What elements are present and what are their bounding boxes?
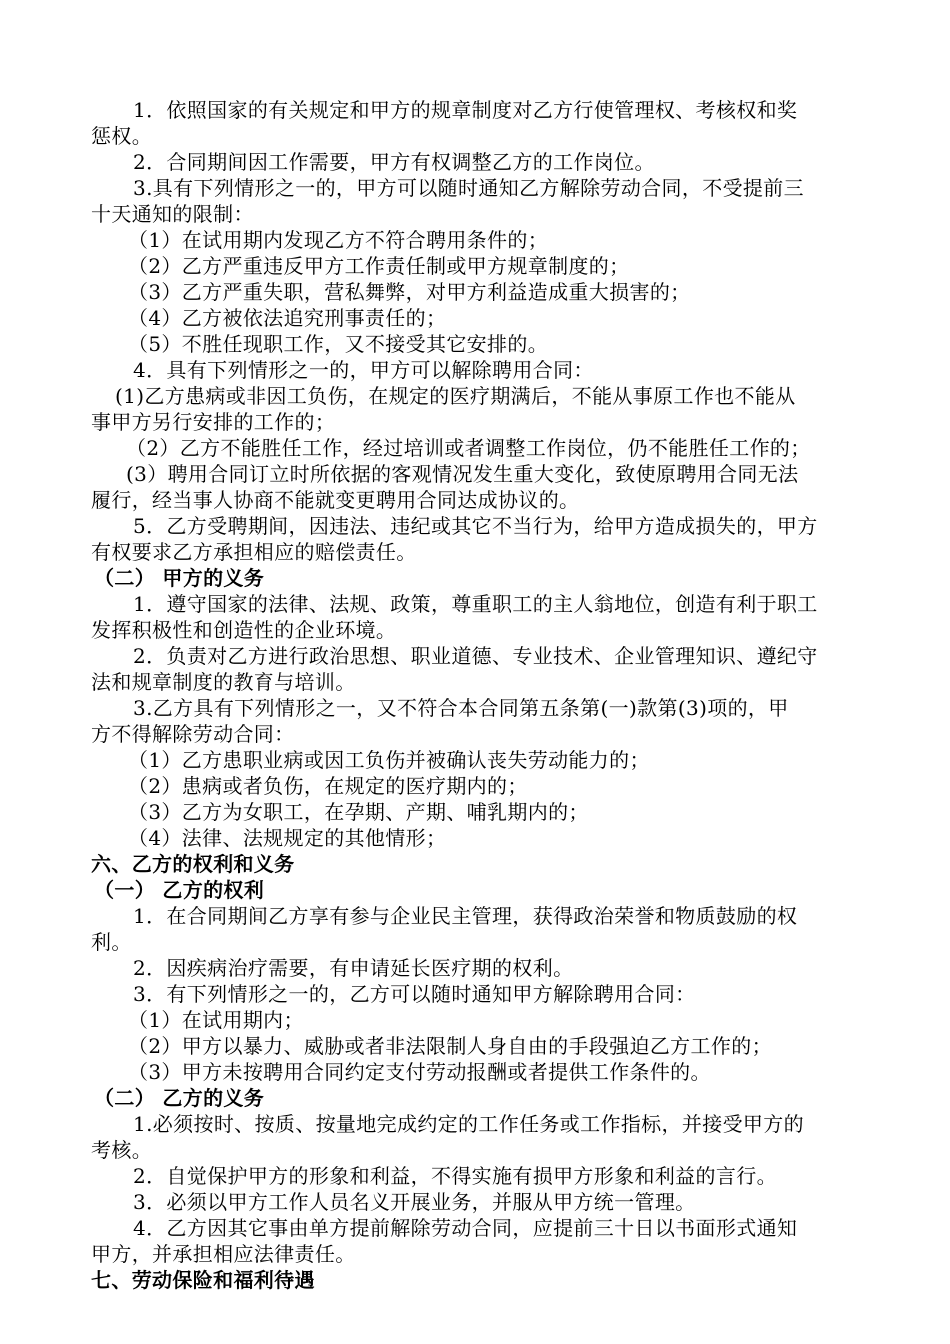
- list-item: （1）在试用期内；: [128, 1008, 304, 1032]
- list-item: （3）甲方未按聘用合同约定支付劳动报酬或者提供工作条件的。: [128, 1060, 711, 1084]
- para-line: 法和规章制度的教育与培训。: [91, 670, 356, 694]
- para-line: 2．合同期间因工作需要，甲方有权调整乙方的工作岗位。: [133, 150, 655, 174]
- list-item: (3）聘用合同订立时所依据的客观情况发生重大变化，致使原聘用合同无法: [126, 462, 799, 486]
- para-line: 十天通知的限制：: [91, 202, 254, 226]
- para-line: 2．自觉保护甲方的形象和利益，不得实施有损甲方形象和利益的言行。: [133, 1164, 777, 1188]
- para-line: 3.乙方具有下列情形之一，又不符合本合同第五条第(一)款第(3)项的，甲: [133, 696, 789, 720]
- list-item: （2）甲方以暴力、威胁或者非法限制人身自由的手段强迫乙方工作的；: [128, 1034, 772, 1058]
- para-line: 2．因疾病治疗需要，有申请延长医疗期的权利。: [133, 956, 574, 980]
- para-line: 有权要求乙方承担相应的赔偿责任。: [91, 540, 417, 564]
- para-line: 惩权。: [91, 124, 153, 148]
- para-line: 4．乙方因其它事由单方提前解除劳动合同，应提前三十日以书面形式通知: [133, 1216, 798, 1240]
- subsection-heading: （一） 乙方的权利: [94, 878, 265, 902]
- list-item: （1）乙方患职业病或因工负伤并被确认丧失劳动能力的；: [128, 748, 650, 772]
- para-line: 方不得解除劳动合同：: [91, 722, 295, 746]
- para-line: 4．具有下列情形之一的，甲方可以解除聘用合同：: [133, 358, 594, 382]
- para-line: 2．负责对乙方进行政治思想、职业道德、专业技术、企业管理知识、遵纪守: [133, 644, 818, 668]
- para-line: 考核。: [91, 1138, 153, 1162]
- section-heading: 六、乙方的权利和义务: [91, 852, 295, 876]
- list-item: （5）不胜任现职工作，又不接受其它安排的。: [128, 332, 549, 356]
- list-item: （2）乙方不能胜任工作，经过培训或者调整工作岗位，仍不能胜任工作的；: [126, 436, 811, 460]
- para-line: 履行，经当事人协商不能就变更聘用合同达成协议的。: [91, 488, 580, 512]
- para-line: 3．有下列情形之一的，乙方可以随时通知甲方解除聘用合同：: [133, 982, 696, 1006]
- section-heading: 七、劳动保险和福利待遇: [91, 1268, 315, 1292]
- para-line: 事甲方另行安排的工作的；: [91, 410, 336, 434]
- list-item: （3）乙方严重失职，营私舞弊，对甲方利益造成重大损害的；: [128, 280, 691, 304]
- para-line: 甲方，并承担相应法律责任。: [91, 1242, 356, 1266]
- para-line: 1.必须按时、按质、按量地完成约定的工作任务或工作指标，并接受甲方的: [133, 1112, 804, 1136]
- para-line: 利。: [91, 930, 132, 954]
- para-line: 5．乙方受聘期间，因违法、违纪或其它不当行为，给甲方造成损失的，甲方: [133, 514, 818, 538]
- para-line: 1．遵守国家的法律、法规、政策，尊重职工的主人翁地位，创造有利于职工: [133, 592, 818, 616]
- para-line: 发挥积极性和创造性的企业环境。: [91, 618, 397, 642]
- list-item: （2）乙方严重违反甲方工作责任制或甲方规章制度的；: [128, 254, 630, 278]
- subsection-heading: （二） 甲方的义务: [94, 566, 265, 590]
- subsection-heading: （二） 乙方的义务: [94, 1086, 265, 1110]
- para-line: 3.具有下列情形之一的，甲方可以随时通知乙方解除劳动合同，不受提前三: [133, 176, 804, 200]
- para-line: 1．依照国家的有关规定和甲方的规章制度对乙方行使管理权、考核权和奖: [133, 98, 798, 122]
- list-item: （2）患病或者负伤，在规定的医疗期内的；: [128, 774, 528, 798]
- para-line: 1．在合同期间乙方享有参与企业民主管理，获得政治荣誉和物质鼓励的权: [133, 904, 798, 928]
- list-item: (1)乙方患病或非因工负伤，在规定的医疗期满后，不能从事原工作也不能从: [115, 384, 796, 408]
- list-item: （4）乙方被依法追究刑事责任的；: [128, 306, 447, 330]
- list-item: （3）乙方为女职工，在孕期、产期、哺乳期内的；: [128, 800, 589, 824]
- para-line: 3．必须以甲方工作人员名义开展业务，并服从甲方统一管理。: [133, 1190, 696, 1214]
- list-item: （4）法律、法规规定的其他情形；: [128, 826, 447, 850]
- list-item: （1）在试用期内发现乙方不符合聘用条件的；: [128, 228, 549, 252]
